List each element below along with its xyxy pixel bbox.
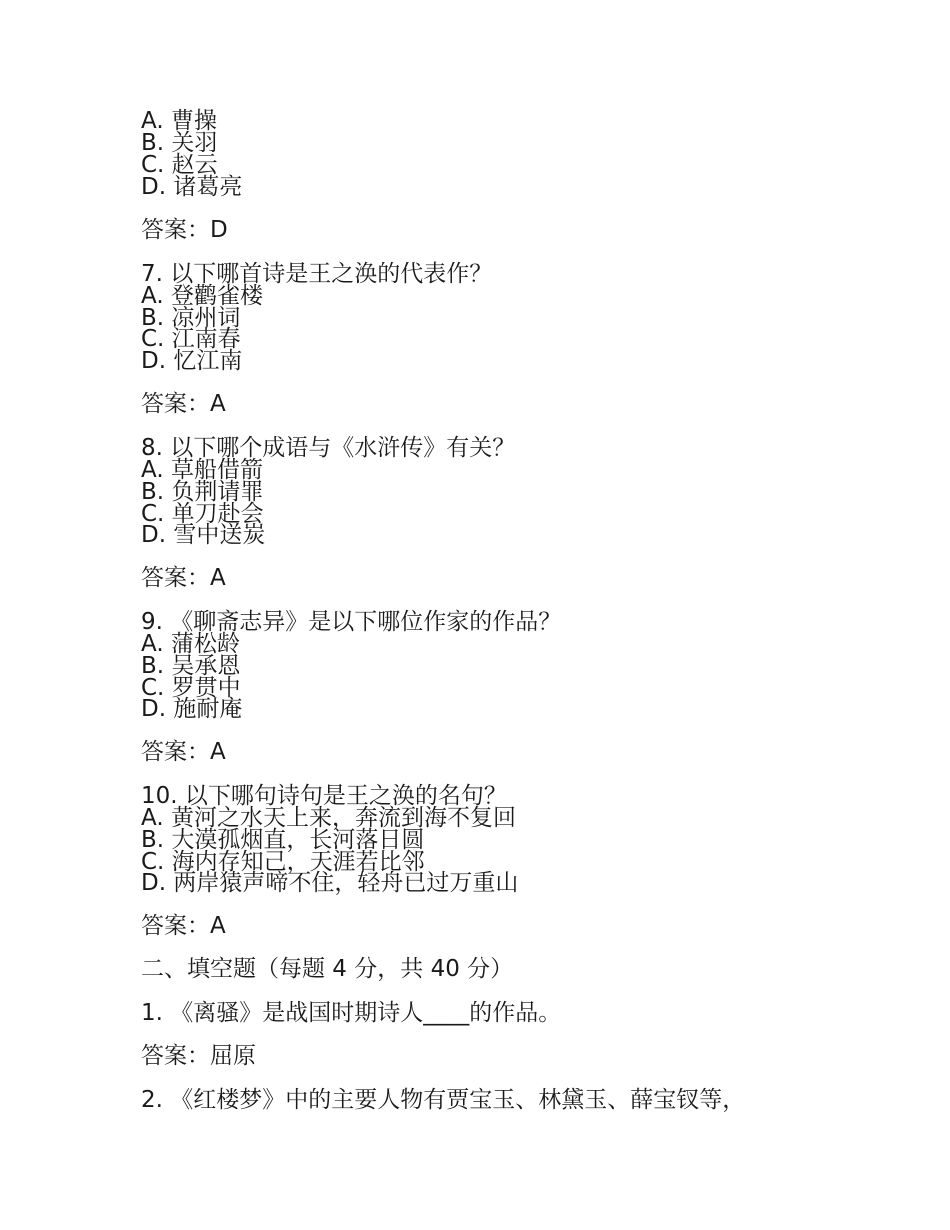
- q7-option-b: B. 凉州词: [141, 305, 241, 331]
- q10-option-a: A. 黄河之水天上来，奔流到海不复回: [141, 805, 516, 831]
- q8-question: 8. 以下哪个成语与《水浒传》有关？: [141, 435, 516, 461]
- q10-answer: 答案：A: [141, 913, 226, 939]
- q7-question: 7. 以下哪首诗是王之涣的代表作？: [141, 261, 493, 287]
- q10-question: 10. 以下哪句诗句是王之涣的名句？: [141, 783, 507, 809]
- q8-option-a: A. 草船借箭: [141, 457, 263, 483]
- q8-option-d: D. 雪中送炭: [141, 522, 266, 548]
- q8-option-b: B. 负荆请罪: [141, 479, 264, 505]
- q10-option-d: D. 两岸猿声啼不住，轻舟已过万重山: [141, 870, 519, 896]
- q9-option-d: D. 施耐庵: [141, 696, 243, 722]
- q9-option-a: A. 蒲松龄: [141, 631, 240, 657]
- q9-question: 9. 《聊斋志异》是以下哪位作家的作品？: [141, 609, 562, 635]
- q6-option-c: C. 赵云: [141, 152, 218, 178]
- fill-q1-question: 1. 《离骚》是战国时期诗人____的作品。: [141, 1000, 562, 1026]
- q7-option-a: A. 登鹳雀楼: [141, 283, 263, 309]
- q6-option-a: A. 曹操: [141, 108, 217, 134]
- q10-option-b: B. 大漠孤烟直，长河落日圆: [141, 827, 425, 853]
- q9-answer: 答案：A: [141, 739, 226, 765]
- q6-option-b: B. 关羽: [141, 130, 218, 156]
- q7-option-d: D. 忆江南: [141, 348, 243, 374]
- q6-answer: 答案：D: [141, 217, 228, 243]
- q9-option-c: C. 罗贯中: [141, 675, 241, 701]
- q10-option-c: C. 海内存知己，天涯若比邻: [141, 849, 425, 875]
- q7-answer: 答案：A: [141, 391, 226, 417]
- q6-option-d: D. 诸葛亮: [141, 174, 243, 200]
- section-heading: 二、填空题（每题 4 分，共 40 分）: [141, 956, 514, 982]
- fill-q2-question: 2. 《红楼梦》中的主要人物有贾宝玉、林黛玉、薛宝钗等，: [141, 1087, 746, 1113]
- q9-option-b: B. 吴承恩: [141, 653, 241, 679]
- q8-answer: 答案：A: [141, 565, 226, 591]
- fill-q1-answer: 答案：屈原: [141, 1043, 256, 1069]
- q7-option-c: C. 江南春: [141, 326, 241, 352]
- q8-option-c: C. 单刀赴会: [141, 501, 264, 527]
